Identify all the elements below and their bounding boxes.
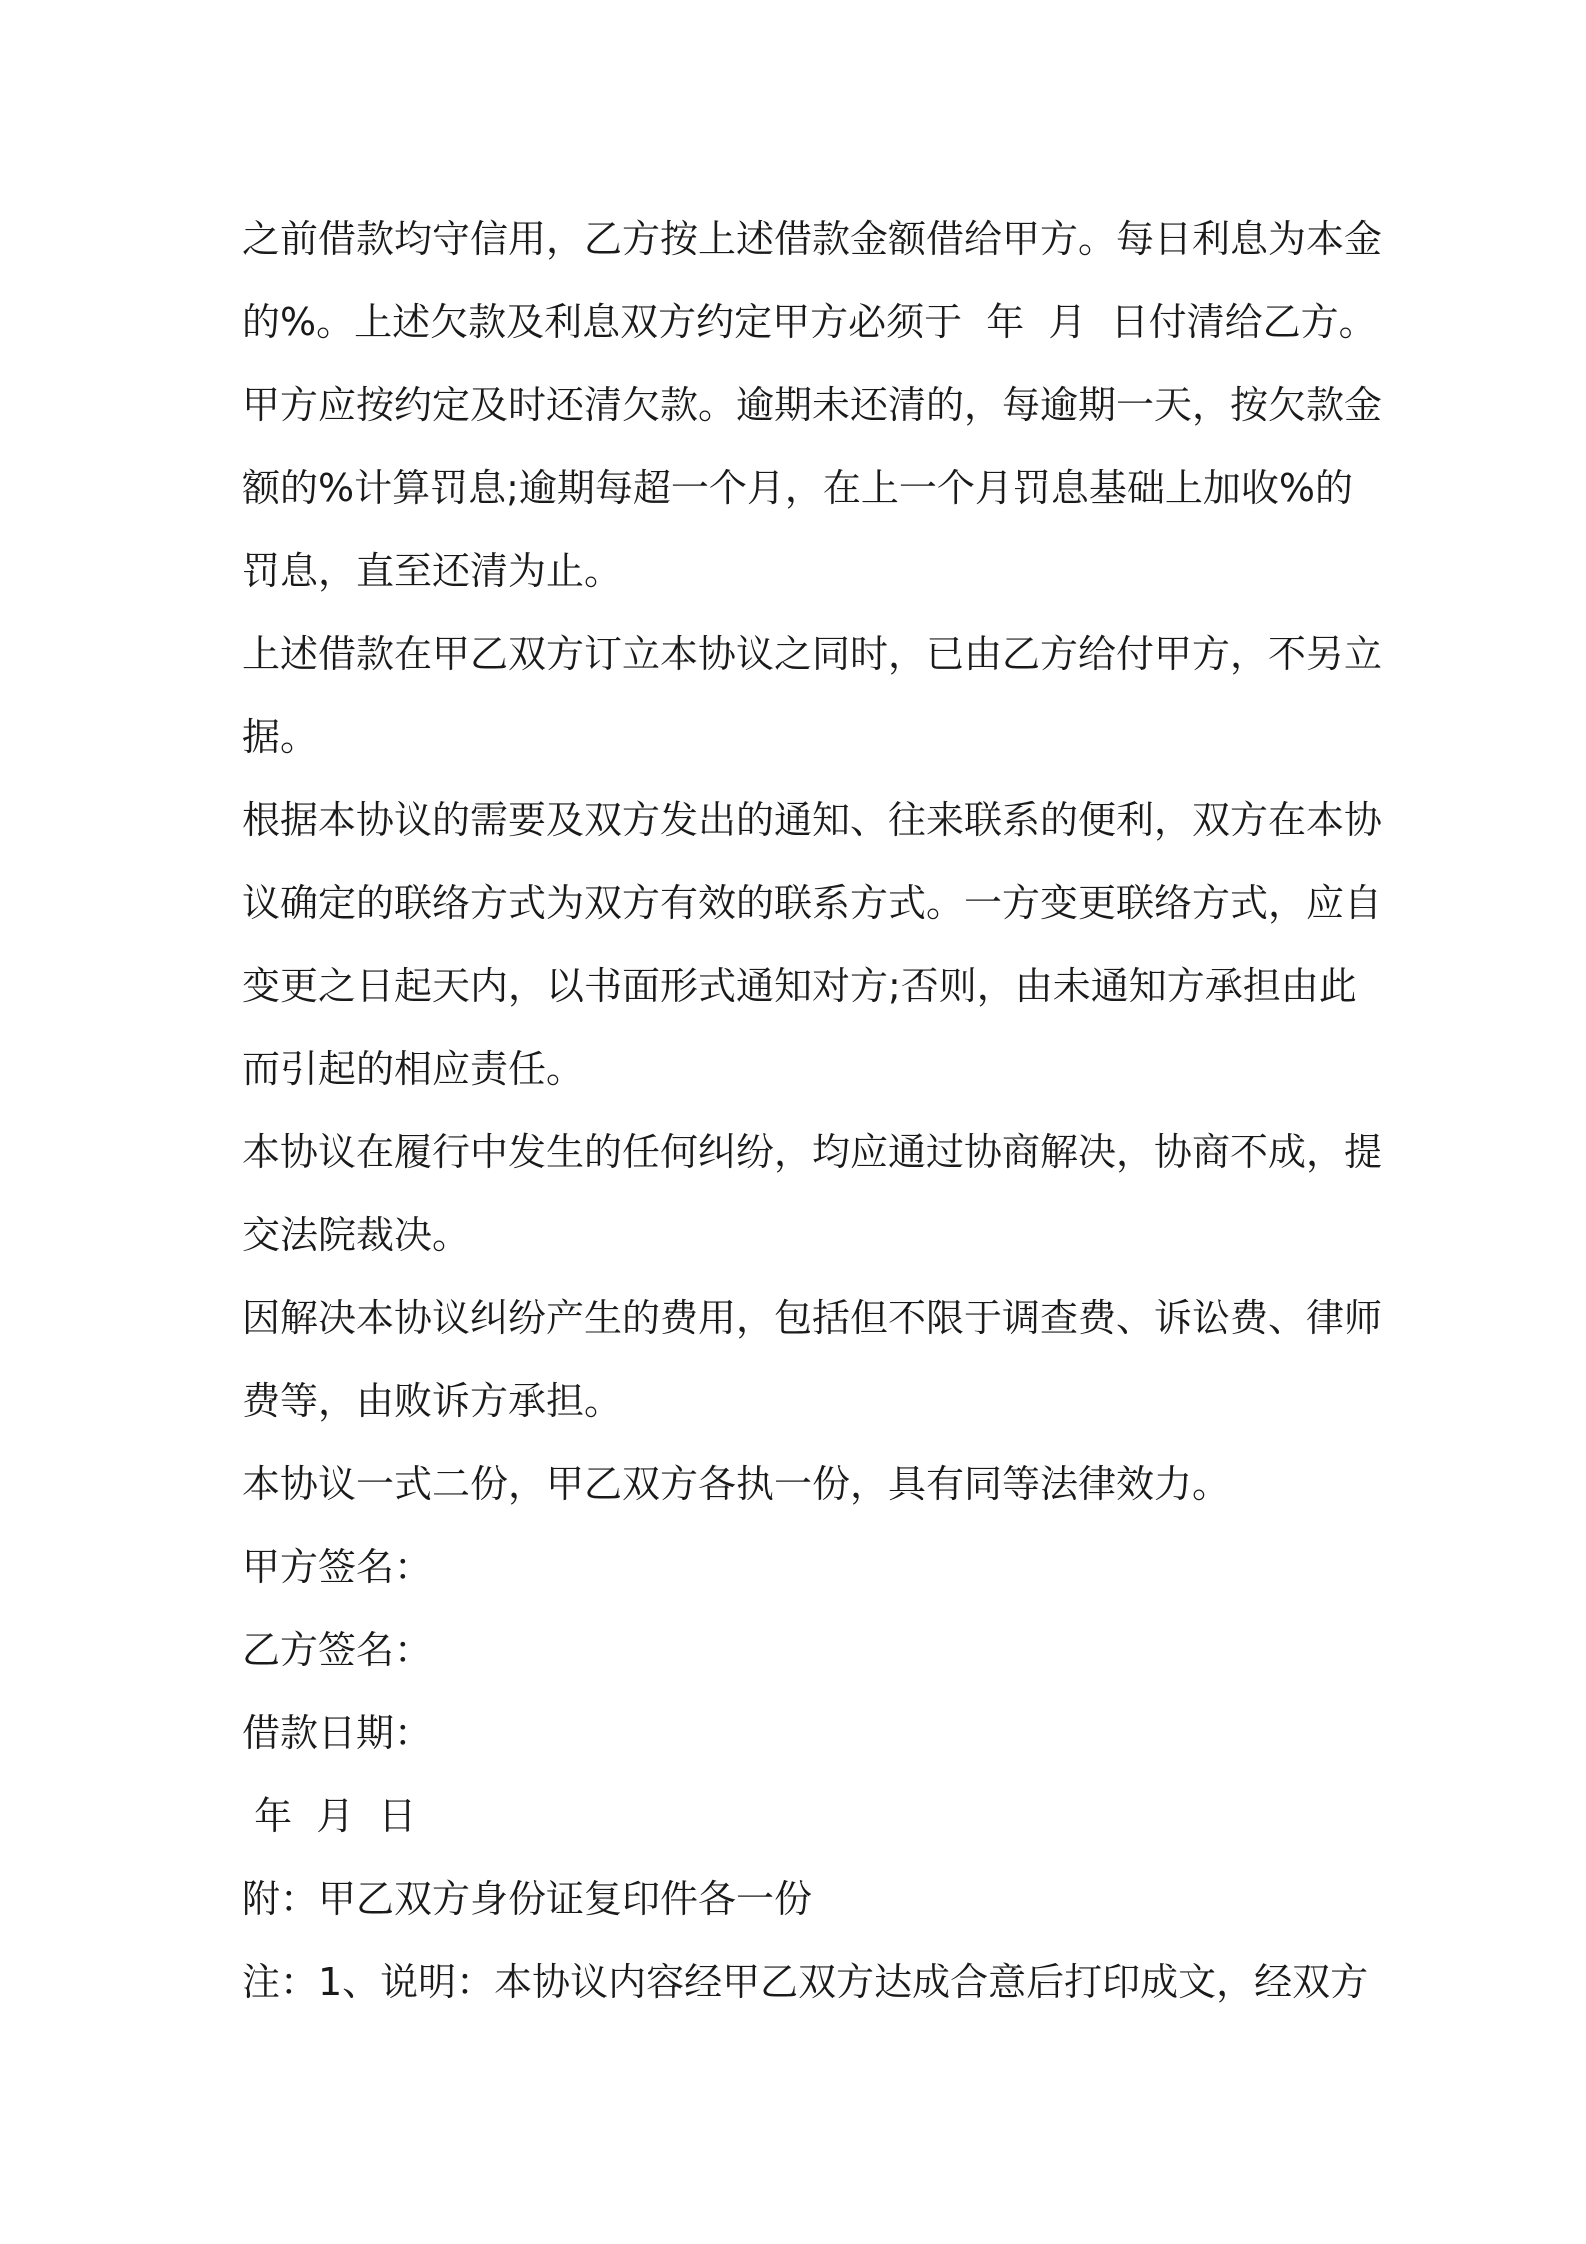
paragraph-loan-terms (242, 198, 1392, 364)
text-line: 根据本协议的需要及双方发出的通知、往来联系的便利，双方在本协 (242, 798, 1383, 842)
text-line: 之前借款均守信用，乙方按上述借款金额借给甲方。每日利息为本金 (242, 217, 1383, 261)
text-line: 额的%计算罚息;逾期每超一个月，在上一个月罚息基础上加收%的 (242, 466, 1354, 510)
text-line: 上述借款在甲乙双方订立本协议之同时，已由乙方给付甲方，不另立 (242, 632, 1383, 676)
date-placeholder: 年 月 日 (242, 1794, 417, 1838)
text-line: 注：1、说明：本协议内容经甲乙双方达成合意后打印成文，经双方 (242, 1960, 1369, 2004)
text-line: 而引起的相应责任。 (242, 1047, 585, 1091)
loan-date-field (242, 1692, 1392, 1775)
text-line: 变更之日起天内，以书面形式通知对方;否则，由未通知方承担由此 (242, 964, 1357, 1008)
signature-party-a (242, 1526, 1392, 1609)
paragraph-dispute (242, 1111, 1392, 1277)
text-line: 费等，由败诉方承担。 (242, 1379, 623, 1423)
signature-label: 乙方签名： (242, 1628, 433, 1672)
paragraph-copies (242, 1443, 1392, 1526)
text-line: 的%。上述欠款及利息双方约定甲方必须于 年 月 日付清给乙方。 (242, 300, 1377, 344)
text-line: 罚息，直至还清为止。 (242, 549, 623, 593)
date-blank (242, 1775, 1392, 1858)
text-line: 附：甲乙双方身份证复印件各一份 (242, 1877, 813, 1921)
text-line: 交法院裁决。 (242, 1213, 471, 1257)
text-line: 因解决本协议纠纷产生的费用，包括但不限于调查费、诉讼费、律师 (242, 1296, 1383, 1340)
paragraph-contact (242, 779, 1392, 1111)
signature-label: 甲方签名： (242, 1545, 433, 1589)
text-line: 议确定的联络方式为双方有效的联系方式。一方变更联络方式，应自 (242, 881, 1383, 925)
paragraph-payment (242, 613, 1392, 779)
attachment-note (242, 1858, 1392, 1941)
paragraph-costs (242, 1277, 1392, 1443)
date-label: 借款日期： (242, 1711, 433, 1755)
text-line: 本协议在履行中发生的任何纠纷，均应通过协商解决，协商不成，提 (242, 1130, 1383, 1174)
agreement-body (242, 198, 1392, 2024)
text-line: 甲方应按约定及时还清欠款。逾期未还清的，每逾期一天，按欠款金 (242, 383, 1383, 427)
text-line: 本协议一式二份，甲乙双方各执一份，具有同等法律效力。 (242, 1462, 1231, 1506)
signature-party-b (242, 1609, 1392, 1692)
paragraph-penalty (242, 364, 1392, 613)
footnote (242, 1941, 1392, 2024)
text-line: 据。 (242, 715, 319, 759)
